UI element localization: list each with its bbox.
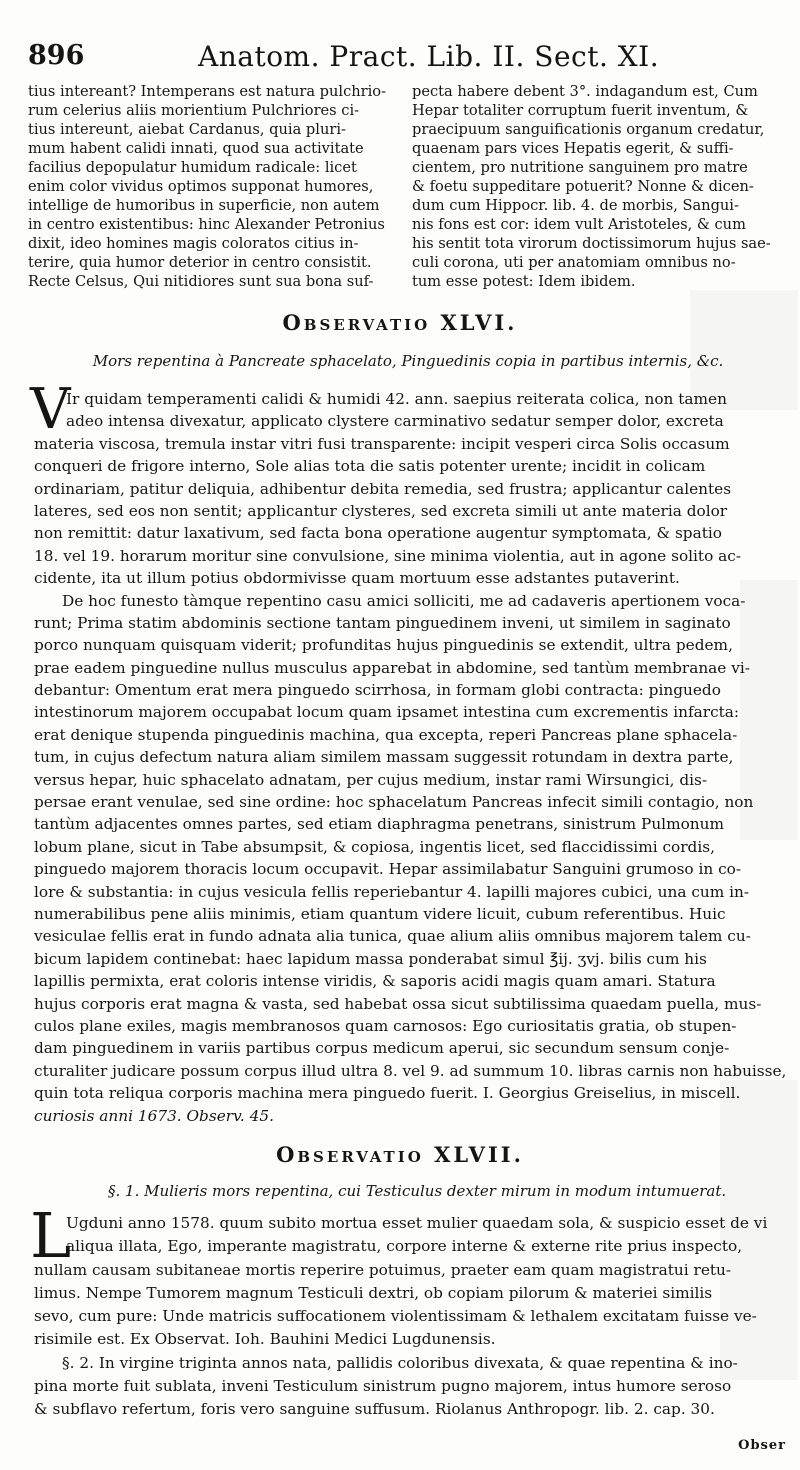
text-line: persae erant venulae, sed sine ordine: hoc sphacelatum Pancreas infecit simili contagio, non (34, 793, 754, 812)
text-line: aliqua illata, Ego, imperante magistratu, corpore interne & externe rite prius inspecto, (66, 1237, 743, 1256)
text-line: enim color vividus optimos supponat humores, (28, 178, 374, 195)
text-line: limus. Nempe Tumorem magnum Testiculi dextri, ob copiam pilorum & materiei similis (34, 1283, 713, 1302)
text-line: dam pinguedinem in variis partibus corpus medicum aperui, sic secundum sensum conje- (34, 1039, 730, 1058)
text-line: tum esse potest: Idem ibidem. (412, 273, 636, 290)
text-line: culi corona, uti per anatomiam omnibus no- (412, 254, 736, 271)
text-line: non remittit: datur laxativum, sed facta bona operatione augentur symptomata, & spatio (34, 524, 722, 543)
text-line: tius intereant? Intemperans est natura pulchrio- (28, 83, 387, 100)
text-line: tius intereunt, aiebat Cardanus, quia pluri- (28, 121, 346, 138)
text-line: 18. vel 19. horarum moritur sine convulsione, sine minima violentia, aut in agone solito ac- (34, 546, 742, 565)
left-column (28, 82, 388, 291)
text-line: Hepar totaliter corruptum fuerit inventum, & (412, 102, 749, 119)
observation-46-title: Observatio XLVI. (282, 310, 518, 335)
text-line: cidente, ita ut illum potius obdormivisse quam mortuum esse adstantes putaverint. (34, 569, 680, 588)
text-line: pinguedo majorem thoracis locum occupavit. Hepar assimilabatur Sanguini grumoso in co- (34, 860, 742, 879)
text-line: his sentit tota virorum doctissimorum hujus sae- (412, 235, 771, 252)
text-line: tum, in cujus defectum natura aliam similem massam suggessit rotundam in dextra parte, (34, 748, 734, 767)
text-line: materia viscosa, tremula instar vitri fusi transparente: incipit vesperi circa Solis occasum (34, 434, 730, 453)
text-line: cientem, pro nutritione sanguinem pro matre (412, 159, 748, 176)
text-line: intestinorum majorem occupabat locum quam ipsamet intestina cum excrementis infarcta: (34, 703, 740, 722)
text-line: dum cum Hippocr. lib. 4. de morbis, Sangui- (412, 197, 739, 214)
text-line: facilius depopulatur humidum radicale: licet (28, 159, 357, 176)
right-column (412, 82, 784, 291)
text-line: runt; Prima statim abdominis sectione tantam pinguedinem inveni, ut similem in saginato (34, 613, 731, 632)
text-line: culos plane exiles, magis membranosos quam carnosos: Ego curiositatis gratia, ob stupen- (34, 1016, 737, 1035)
text-line: terire, quia humor deterior in centro consistit. (28, 254, 372, 271)
text-line: erat denique stupenda pinguedinis machina, qua excepta, reperi Pancreas plane sphacela- (34, 725, 738, 744)
text-line: §. 2. In virgine triginta annos nata, pallidis coloribus divexata, & quae repentina & ino- (62, 1353, 738, 1372)
text-line: De hoc funesto tàmque repentino casu amici solliciti, me ad cadaveris apertionem voca- (62, 591, 746, 610)
text-line: cturaliter judicare possum corpus illud ultra 8. vel 9. ad summum 10. libras carnis non habuisse, (34, 1061, 787, 1080)
text-line: rum celerius aliis morientium Pulchriores ci- (28, 102, 360, 119)
text-line: curiosis anni 1673. Observ. 45. (34, 1106, 274, 1125)
text-line: vesiculae fellis erat in fundo adnata alia tunica, quae alium aliis omnibus majorem talem cu- (34, 927, 751, 946)
text-line: pina morte fuit sublata, inveni Testiculum sinistrum pugno majorem, intus humore seroso (34, 1377, 732, 1396)
text-line: tantùm adjacentes omnes partes, sed etiam diaphragma penetrans, sinistrum Pulmonum (34, 815, 725, 834)
text-line: pecta habere debent 3°. indagandum est, Cum (412, 83, 758, 100)
observation-47-section-1: §. 1. Mulieris mors repentina, cui Testiculus dexter mirum in modum intumuerat. (108, 1182, 727, 1200)
text-line: ordinariam, patitur deliquia, adhibentur debita remedia, sed frustra; applicantur calentes (34, 479, 732, 498)
text-line: Ugduni anno 1578. quum subito mortua esset mulier quaedam sola, & suspicio esset de vi (66, 1214, 768, 1232)
drop-cap: V (30, 377, 71, 442)
text-line: lore & substantia: in cujus vesicula fellis reperiebantur 4. lapilli majores cubici, una cum in- (34, 882, 750, 901)
text-line: praecipuum sanguificationis organum credatur, (412, 121, 765, 138)
text-line: adeo intensa divexatur, applicato clystere carminativo sedatur semper dolor, excreta (66, 412, 724, 431)
text-line: quaenam pars vices Hepatis egerit, & suffi- (412, 140, 734, 157)
text-line: mum habent calidi innati, quod sua activitate (28, 140, 364, 157)
text-line: & foetu suppeditare potuerit? Nonne & dicen- (412, 178, 754, 195)
text-line: versus hepar, huic sphacelato adnatam, per cujus medium, instar rami Wirsungici, dis- (34, 770, 708, 789)
text-line: debantur: Omentum erat mera pinguedo scirrhosa, in formam globi contracta: pinguedo (34, 681, 721, 700)
text-line: intellige de humoribus in superficie, non autem (28, 197, 380, 214)
text-line: sevo, cum pure: Unde matricis suffocationem violentissimam & lethalem excitatam fuisse ve- (34, 1307, 757, 1326)
page-number: 896 (28, 40, 85, 71)
text-line: bicum lapidem continebat: haec lapidum massa ponderabat simul ℥ij. ʒvj. bilis cum his (34, 949, 707, 968)
text-line: nullam causam subitaneae mortis reperire potuimus, praeter eam quam magistratui retu- (34, 1260, 732, 1279)
text-line: Recte Celsus, Qui nitidiores sunt sua bona suf- (28, 273, 374, 290)
catchword: Obser (738, 1438, 786, 1453)
text-line: lobum plane, sicut in Tabe absumpsit, & copiosa, ingentis licet, sed flaccidissimi cordis, (34, 837, 715, 856)
text-line: conqueri de frigore interno, Sole alias tota die satis potenter urente; incidit in colicam (34, 457, 706, 476)
text-line: hujus corporis erat magna & vasta, sed habebat ossa sicut subtilissima quaedam puella, mus- (34, 994, 762, 1013)
drop-cap: L (30, 1199, 72, 1272)
text-line: Ir quidam temperamenti calidi & humidi 42. ann. saepius reiterata colica, non tamen (66, 390, 727, 408)
text-line: risimile est. Ex Observat. Ioh. Bauhini Medici Lugdunensis. (34, 1330, 496, 1349)
text-line: porco nunquam quisquam viderit; profunditas hujus pinguedinis se extendit, ultra pedem, (34, 636, 733, 655)
text-line: nis fons est cor: idem vult Aristoteles, & cum (412, 216, 746, 233)
text-line: numerabilibus pene aliis minimis, etiam quantum videre licuit, cubum referentibus. Huic (34, 904, 726, 923)
text-line: prae eadem pinguedine nullus musculus apparebat in abdomine, sed tantùm membranae vi- (34, 658, 750, 677)
text-line: lateres, sed eos non sentit; applicantur clysteres, sed excreta simili ut ante materia dolor (34, 501, 728, 520)
text-line: in centro existentibus: hinc Alexander Petronius (28, 216, 385, 233)
text-line: quin tota reliqua corporis machina mera pinguedo fuerit. I. Georgius Greiselius, in miscell. (34, 1084, 741, 1103)
text-line: & subflavo refertum, foris vero sanguine suffusum. Riolanus Anthropogr. lib. 2. cap. 30. (34, 1400, 715, 1419)
text-line: lapillis permixta, erat coloris intense viridis, & saporis acidi magis quam amari. Statura (34, 972, 716, 991)
observation-46-subtitle: Mors repentina à Pancreate sphacelato, Pinguedinis copia in partibus internis, &c. (92, 352, 724, 370)
observation-47-body (34, 1212, 794, 1422)
page-header (28, 40, 788, 80)
text-line: dixit, ideo homines magis coloratos citius in- (28, 235, 359, 252)
running-title: Anatom. Pract. Lib. II. Sect. XI. (198, 40, 660, 73)
observation-46-body (34, 388, 794, 1127)
observation-47-title: Observatio XLVII. (276, 1142, 524, 1167)
